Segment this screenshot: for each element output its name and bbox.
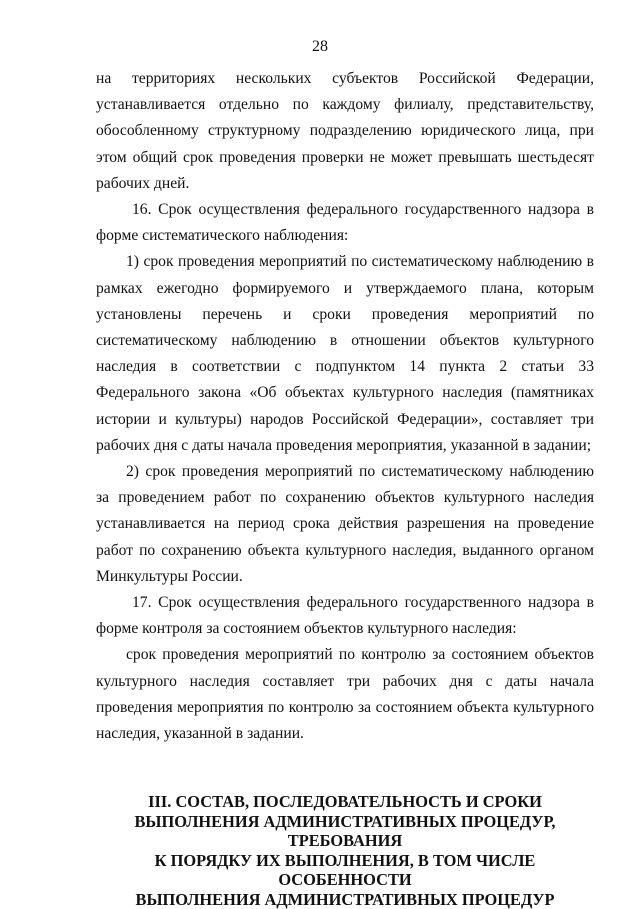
- paragraph-control-term: срок проведения мероприятий по контролю за состоянием объектов культурного наследия составляет три рабочих дня с даты начала проведения мероприятия по контролю за состоянием объекта культурного наследия, указанной в задании.: [96, 642, 594, 747]
- section-heading-line: ВЫПОЛНЕНИЯ АДМИНИСТРАТИВНЫХ ПРОЦЕДУР, ТРЕБОВАНИЯ: [88, 812, 602, 851]
- paragraph-subitem-2: 2) срок проведения мероприятий по систематическому наблюдению за проведением работ по сохранению объектов культурного наследия устанавливается на период срока действия разрешения на проведение работ по сохранению объекта культурного наследия, выданного органом Минкультуры России.: [96, 459, 594, 590]
- section-heading: [88, 792, 602, 909]
- page-number: 28: [0, 38, 640, 56]
- section-heading-line: К ПОРЯДКУ ИХ ВЫПОЛНЕНИЯ, В ТОМ ЧИСЛЕ ОСОБЕННОСТИ: [88, 851, 602, 890]
- section-heading-line: ВЫПОЛНЕНИЯ АДМИНИСТРАТИВНЫХ ПРОЦЕДУР: [88, 890, 602, 909]
- paragraph-item-17: 17. Срок осуществления федерального государственного надзора в форме контроля за состоянием объектов культурного наследия:: [96, 590, 594, 642]
- paragraph-continuation: на территориях нескольких субъектов Российской Федерации, устанавливается отдельно по каждому филиалу, представительству, обособленному структурному подразделению юридического лица, при этом общий срок проведения проверки не может превышать шестьдесят рабочих дней.: [96, 66, 594, 197]
- paragraph-subitem-1: 1) срок проведения мероприятий по систематическому наблюдению в рамках ежегодно формируемого и утверждаемого плана, которым установлены перечень и сроки проведения мероприятий по систематическому наблюдению в отношении объектов культурного наследия в соответствии с подпунктом 14 пункта 2 статьи 33 Федерального закона «Об объектах культурного наследия (памятниках истории и культуры) народов Российской Федерации», составляет три рабочих дня с даты начала проведения мероприятия, указанной в задании;: [96, 249, 594, 459]
- document-body: [96, 66, 594, 747]
- section-heading-line: III. СОСТАВ, ПОСЛЕДОВАТЕЛЬНОСТЬ И СРОКИ: [88, 792, 602, 812]
- paragraph-item-16: 16. Срок осуществления федерального государственного надзора в форме систематического наблюдения:: [96, 197, 594, 249]
